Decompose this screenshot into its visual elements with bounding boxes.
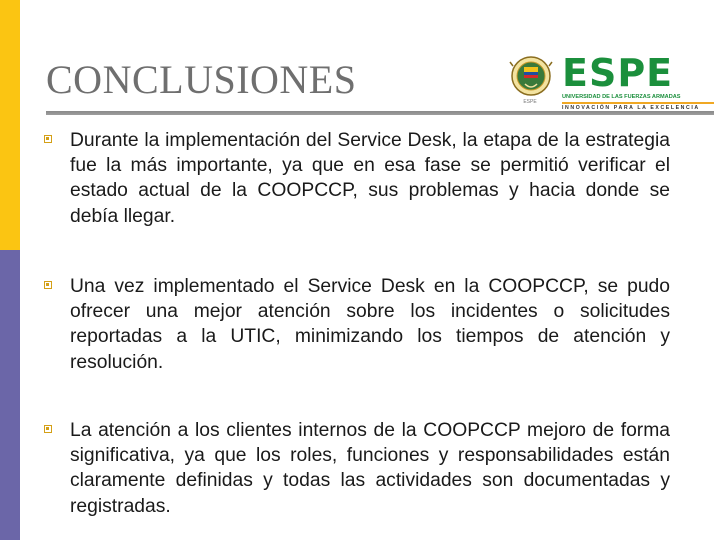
- university-name: UNIVERSIDAD DE LAS FUERZAS ARMADAS: [562, 94, 714, 104]
- bullet-text: Una vez implementado el Service Desk en la COOPCCP, se pudo ofrecer una mejor atención sobre los incidentes o solicitudes reportadas a la UTIC, minimizando los tiempos de atención y resolución.: [70, 276, 670, 373]
- left-bar-yellow-segment: [0, 0, 20, 250]
- bullet-text: La atención a los clientes internos de la COOPCCP mejoro de forma significativa, ya que los roles, funciones y responsabilidades están claramente definidas y todas las actividades son documentadas y registradas.: [70, 420, 670, 517]
- square-bullet-icon: [44, 135, 52, 143]
- slide-title: CONCLUSIONES: [46, 57, 357, 102]
- seal-caption: ESPE: [523, 99, 537, 105]
- espe-wordmark: ESPE: [562, 51, 674, 95]
- espe-logo: [500, 52, 714, 112]
- square-bullet-icon: [44, 425, 52, 433]
- left-accent-bar: [0, 0, 20, 540]
- university-tagline: INNOVACIÓN PARA LA EXCELENCIA: [562, 105, 700, 111]
- square-bullet-icon: [44, 281, 52, 289]
- bullet-text: Durante la implementación del Service Desk, la etapa de la estrategia fue la más importante, ya que en esa fase se permitió verificar el estado actual de la COOPCCP, sus problemas y hacia donde se debía llegar.: [70, 130, 670, 227]
- left-bar-purple-segment: [0, 250, 20, 540]
